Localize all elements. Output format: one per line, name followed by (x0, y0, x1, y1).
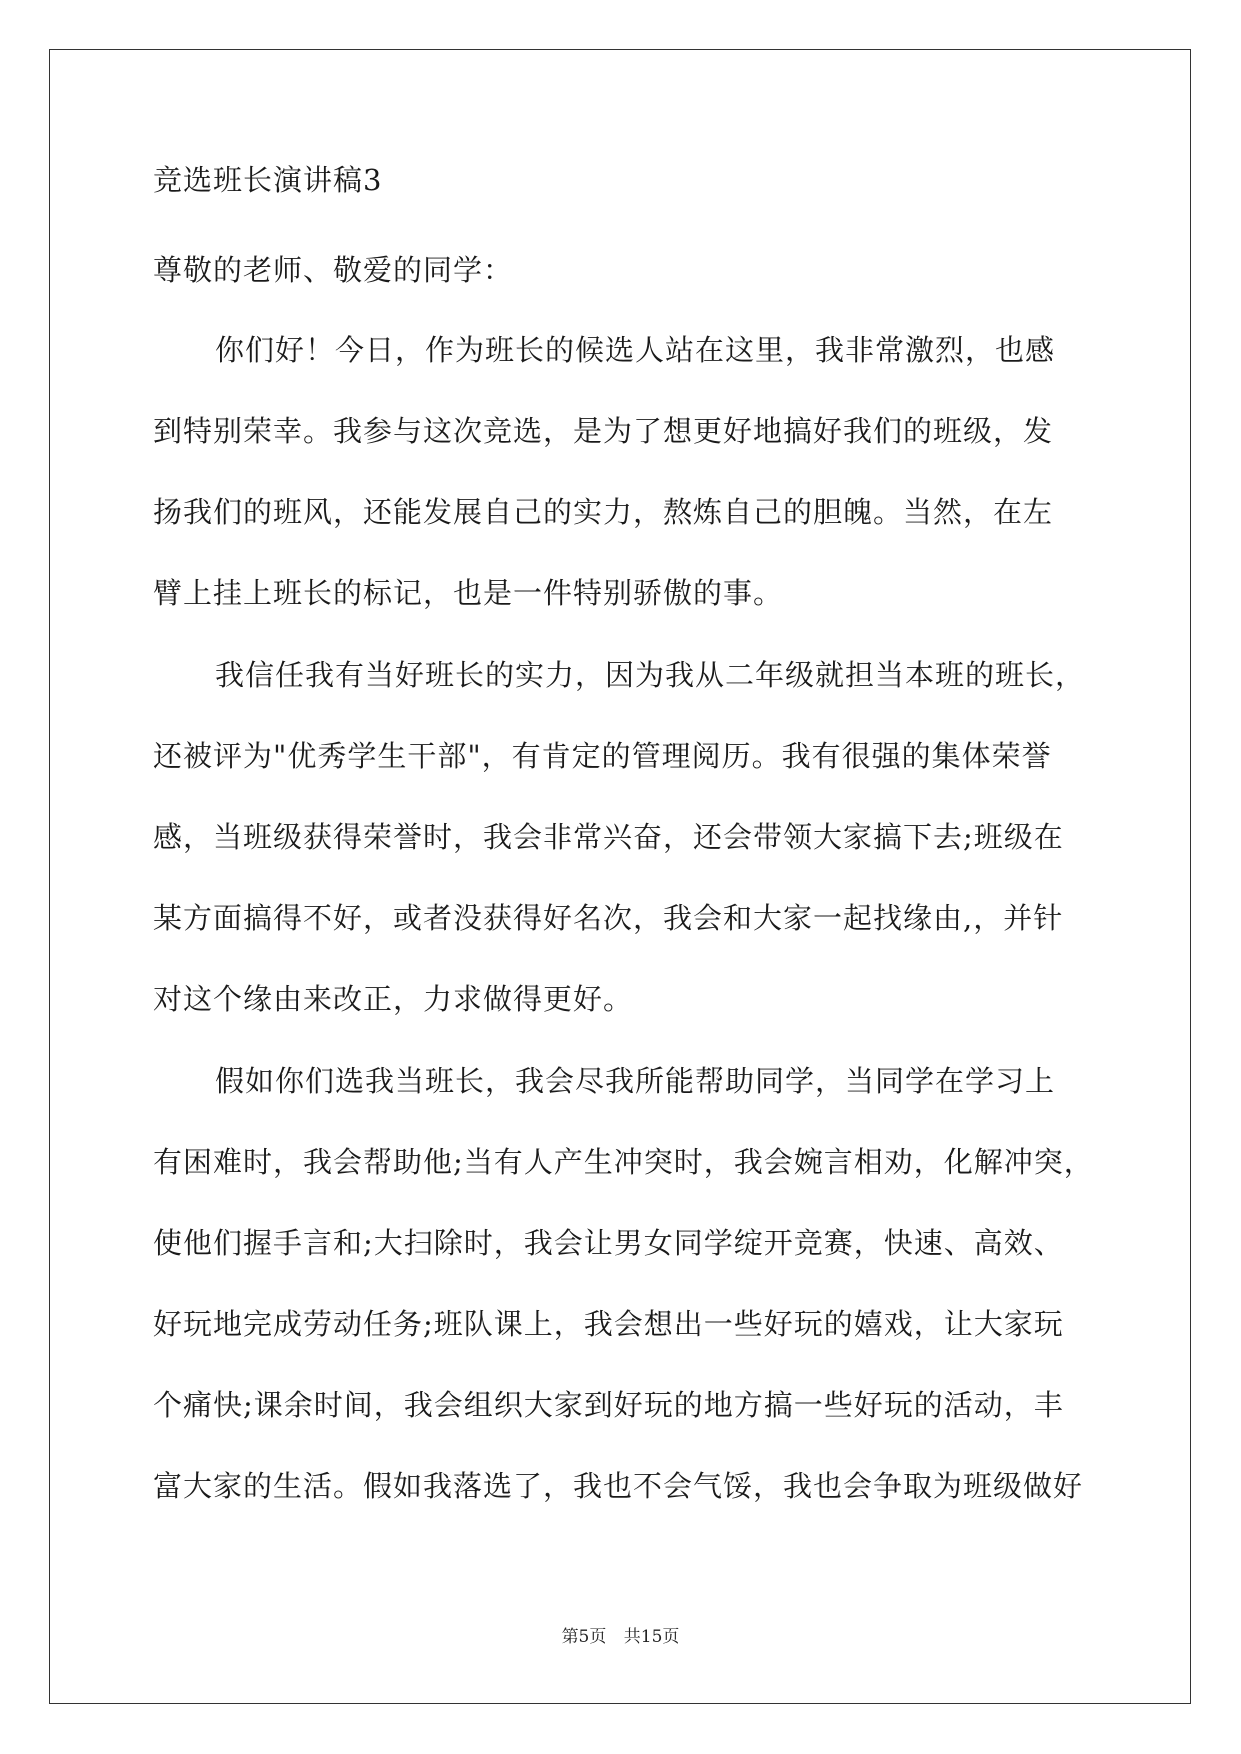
paragraph-1 (153, 335, 1093, 608)
paragraph-line: 使他们握手言和;大扫除时，我会让男女同学绽开竞赛，快速、高效、 (153, 1226, 1064, 1260)
page-number: 第5页 (561, 1627, 607, 1647)
paragraph-line: 到特别荣幸。我参与这次竞选，是为了想更好地搞好我们的班级，发 (153, 414, 1054, 448)
paragraph-line: 感，当班级获得荣誉时，我会非常兴奋，还会带领大家搞下去;班级在 (153, 820, 1064, 854)
paragraph-line: 有困难时，我会帮助他;当有人产生冲突时，我会婉言相劝，化解冲突， (153, 1145, 1094, 1179)
paragraph-line: 假如你们选我当班长，我会尽我所能帮助同学，当同学在学习上 (215, 1064, 1056, 1098)
paragraph-3 (153, 1066, 1093, 1501)
page-footer (0, 1627, 1241, 1647)
paragraph-line: 富大家的生活。假如我落选了，我也不会气馁，我也会争取为班级做好 (153, 1469, 1084, 1503)
paragraph-line: 好玩地完成劳动任务;班队课上，我会想出一些好玩的嬉戏，让大家玩 (153, 1307, 1064, 1341)
document-body (153, 165, 1093, 1553)
document-title: 竞选班长演讲稿3 (153, 163, 383, 197)
paragraph-line: 还被评为"优秀学生干部"，有肯定的管理阅历。我有很强的集体荣誉 (153, 739, 1052, 773)
page-total: 共15页 (623, 1627, 680, 1647)
paragraph-line: 个痛快;课余时间，我会组织大家到好玩的地方搞一些好玩的活动，丰 (153, 1388, 1064, 1422)
paragraph-2 (153, 660, 1093, 1014)
paragraph-line: 我信任我有当好班长的实力，因为我从二年级就担当本班的班长， (215, 658, 1086, 692)
paragraph-line: 你们好！今日，作为班长的候选人站在这里，我非常激烈，也感 (215, 333, 1056, 367)
salutation: 尊敬的老师、敬爱的同学： (153, 253, 514, 287)
paragraph-line: 扬我们的班风，还能发展自己的实力，熬炼自己的胆魄。当然，在左 (153, 495, 1054, 529)
paragraph-line: 臂上挂上班长的标记，也是一件特别骄傲的事。 (153, 576, 784, 610)
paragraph-line: 某方面搞得不好，或者没获得好名次，我会和大家一起找缘由,，并针 (153, 901, 1064, 935)
paragraph-line: 对这个缘由来改正，力求做得更好。 (153, 982, 634, 1016)
